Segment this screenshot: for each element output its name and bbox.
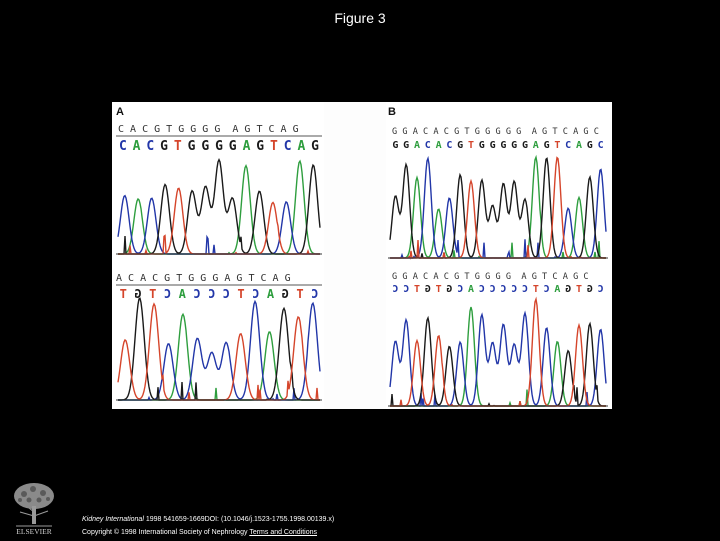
basecall-glyph: G — [565, 284, 572, 295]
basecall-glyph: C — [521, 284, 529, 295]
basecall-glyph: C — [193, 287, 201, 301]
basecall-glyph: C — [283, 139, 292, 154]
basecall-glyph: G — [543, 140, 550, 151]
basecall-glyph: C — [478, 284, 485, 295]
chromatogram-svg — [112, 102, 612, 409]
basecall-glyph: T — [173, 139, 182, 154]
citation-line — [82, 516, 334, 523]
basecall-glyph: G — [586, 284, 593, 295]
basecall-glyph: T — [532, 284, 539, 295]
basecall-glyph: A — [242, 139, 251, 154]
basecall-glyph: C — [222, 287, 230, 301]
panel-b-label: B — [388, 106, 396, 118]
panel-a-top-sequence: C A C G T G G G G A G T C A G — [118, 124, 299, 135]
basecall-glyph: G — [215, 139, 223, 154]
basecall-glyph: G — [500, 140, 507, 151]
basecall-glyph: G — [281, 287, 289, 301]
basecall-glyph: G — [446, 284, 453, 295]
basecall-glyph: C — [403, 284, 410, 295]
tree-icon — [6, 478, 62, 536]
basecall-glyph: A — [413, 140, 421, 151]
basecall-glyph: C — [424, 140, 431, 151]
basecall-glyph: G — [160, 139, 169, 154]
basecall-glyph: C — [597, 284, 604, 295]
basecall-glyph: T — [467, 140, 475, 151]
basecall-glyph: C — [597, 140, 604, 151]
basecall-glyph: A — [554, 284, 561, 295]
basecall-glyph: C — [252, 287, 260, 301]
basecall-glyph: G — [134, 287, 142, 301]
panel-b-bottom-sequence: G G A C A C G T G G G G A G T C A G C — [392, 272, 589, 282]
chromatogram-figure — [112, 102, 612, 409]
basecall-glyph: T — [435, 284, 442, 295]
basecall-glyph: A — [132, 139, 141, 154]
basecall-glyph: A — [532, 140, 539, 151]
basecall-glyph: T — [296, 287, 304, 301]
basecall-glyph: G — [586, 140, 593, 151]
basecall-glyph: C — [457, 284, 464, 295]
basecall-glyph: G — [457, 140, 464, 151]
basecall-glyph: G — [511, 140, 518, 151]
basecall-glyph: C — [543, 284, 550, 295]
copyright-line — [82, 529, 317, 536]
copyright-text: Copyright © 1998 International Society of Nephrology — [82, 529, 248, 536]
panel-a-top-basecalls — [119, 139, 319, 154]
basecall-glyph: G — [187, 139, 196, 154]
citation-details: 1998 541659-1669DOI: (10.1046/j.1523-1755.1998.00139.x) — [143, 516, 335, 523]
journal-name: Kidney International — [82, 516, 144, 523]
basecall-glyph: C — [311, 287, 319, 301]
basecall-glyph: C — [489, 284, 496, 295]
basecall-glyph: T — [237, 287, 245, 301]
basecall-glyph: G — [228, 139, 237, 154]
basecall-glyph: C — [511, 284, 518, 295]
basecall-glyph: A — [178, 287, 186, 301]
basecall-glyph: G — [521, 140, 529, 151]
panel-b-top-sequence: G G A C A C G T G G G G G A G T C A G C — [392, 127, 599, 137]
basecall-glyph: C — [208, 287, 216, 301]
basecall-glyph: C — [446, 140, 453, 151]
basecall-glyph: A — [297, 139, 306, 154]
basecall-glyph: T — [119, 287, 127, 301]
basecall-glyph: C — [146, 139, 155, 154]
slide-title: Figure 3 — [334, 10, 386, 26]
basecall-glyph: T — [413, 284, 421, 295]
basecall-glyph: C — [500, 284, 507, 295]
basecall-glyph: T — [554, 140, 561, 151]
basecall-glyph: G — [478, 140, 485, 151]
elsevier-logo — [6, 478, 62, 536]
basecall-glyph: A — [575, 140, 583, 151]
panel-a-label: A — [116, 106, 124, 118]
basecall-glyph: A — [266, 287, 275, 301]
basecall-glyph: T — [575, 284, 583, 295]
basecall-glyph: G — [424, 284, 431, 295]
basecall-glyph: G — [201, 139, 210, 154]
panel-gutter — [324, 102, 386, 409]
basecall-glyph: C — [163, 287, 172, 301]
basecall-glyph: G — [392, 140, 399, 151]
basecall-glyph: A — [467, 284, 475, 295]
elsevier-wordmark: ELSEVIER — [16, 527, 52, 536]
panel-a-bottom-sequence: A C A C G T G G G A G T C A G — [116, 273, 291, 284]
basecall-glyph: G — [489, 140, 496, 151]
basecall-glyph: G — [403, 140, 410, 151]
terms-and-conditions-link[interactable]: Terms and Conditions — [249, 529, 318, 536]
basecall-glyph: C — [392, 284, 399, 295]
basecall-glyph: C — [565, 140, 572, 151]
basecall-glyph: A — [435, 140, 442, 151]
basecall-glyph: G — [256, 139, 265, 154]
basecall-glyph: T — [269, 139, 278, 154]
basecall-glyph: T — [149, 287, 157, 301]
basecall-glyph: G — [311, 139, 320, 154]
basecall-glyph: C — [118, 139, 127, 154]
